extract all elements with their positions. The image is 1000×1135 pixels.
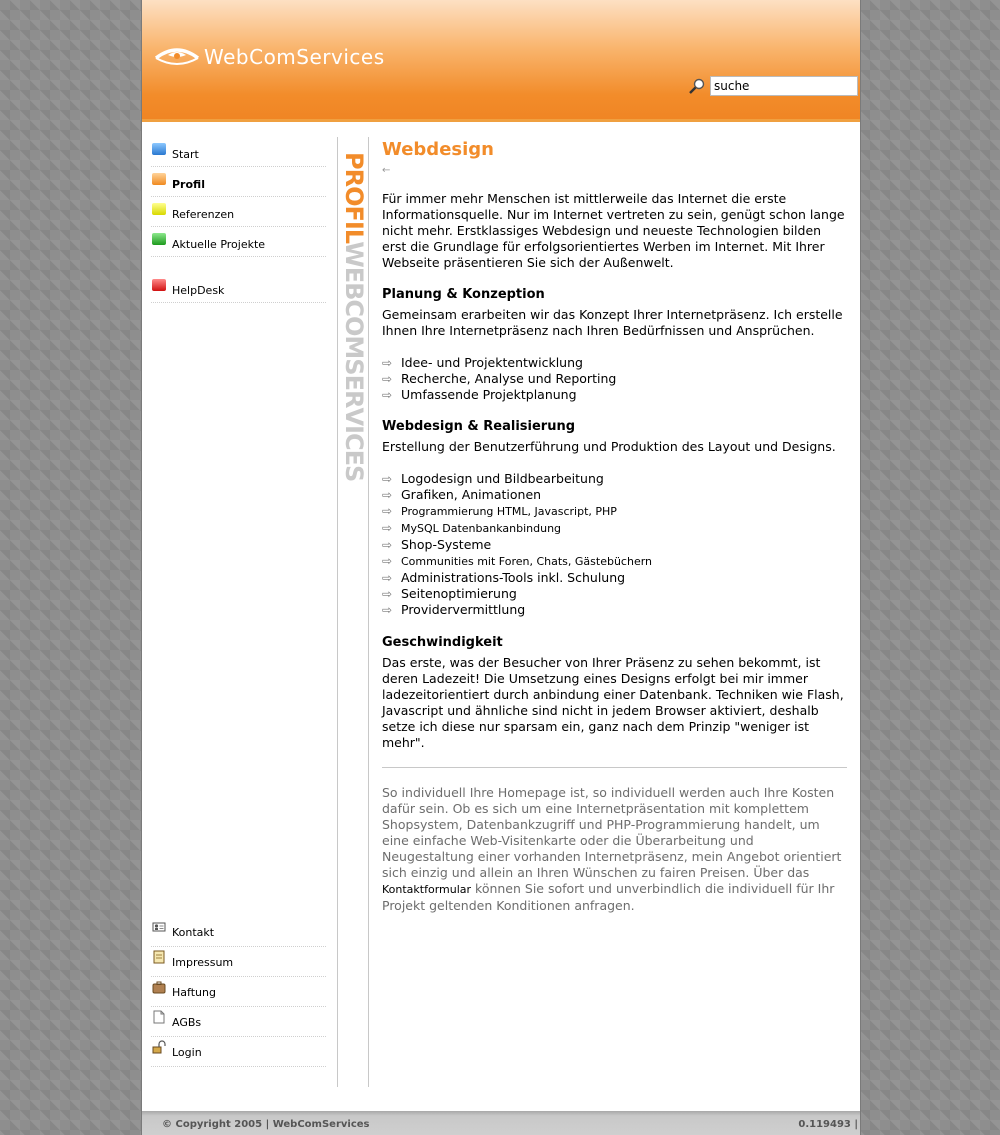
list-item-text: Idee- und Projektentwicklung (401, 355, 583, 370)
eye-logo-icon (154, 44, 200, 70)
magnifier-icon[interactable] (688, 77, 706, 95)
list-item-text: Communities mit Foren, Chats, Gästebüchern (401, 555, 653, 568)
sidebar-item-start[interactable] (151, 137, 326, 167)
arrow-right-icon: ⇨ (382, 571, 393, 585)
nav-item-label: Impressum (172, 956, 234, 969)
list-item-text: Programmierung HTML, Javascript, PHP (401, 505, 617, 518)
page-title: Webdesign (382, 139, 494, 160)
pricing-text-after: können Sie sofort und unverbindlich die individuell für Ihr Projekt geltenden Konditionen anfragen. (382, 881, 835, 913)
page-container (141, 0, 861, 1135)
sidebar-item-label: Profil (172, 178, 205, 191)
copyright-text: © Copyright 2005 | WebComServices (162, 1119, 370, 1130)
sidebar-item-helpdesk[interactable] (151, 273, 326, 303)
nav-item-impressum[interactable] (151, 947, 326, 977)
section-heading: Planung & Konzeption (382, 287, 545, 302)
section-text: Erstellung der Benutzerführung und Produktion des Layout und Designs. (382, 439, 836, 454)
list-item (382, 602, 847, 618)
list-item (382, 537, 847, 553)
list-item (382, 387, 847, 403)
sidebar-item-referenzen[interactable] (151, 197, 326, 227)
arrow-right-icon: ⇨ (382, 538, 393, 552)
contact-icon (152, 920, 166, 934)
lock-icon (152, 1040, 166, 1054)
sidebar-item-label: HelpDesk (172, 284, 225, 297)
header (142, 0, 860, 122)
nav-item-login[interactable] (151, 1037, 326, 1067)
section-heading: Webdesign & Realisierung (382, 419, 576, 434)
sidebar-item-profil[interactable] (151, 167, 326, 197)
document-icon (152, 1010, 166, 1024)
pricing-text-before: So individuell Ihre Homepage ist, so individuell werden auch Ihre Kosten dafür sein. Ob es sich um eine Internetpräsentation mit komplettem Shopsystem, Datenbankzugriff und PHP-Programmierung handelt, um eine einfache Web-Visitenkarte oder die Überarbeitung und Neugestaltung einer vorhanden Internetpräsenz, mein Angebot orientiert sich einzig und allein an Ihren Wünschen zu fairen Preisen. Über das (382, 785, 842, 880)
nav-item-label: AGBs (172, 1016, 202, 1029)
nav-item-label: Kontakt (172, 926, 215, 939)
content-divider (382, 767, 847, 768)
section-text: Gemeinsam erarbeiten wir das Konzept Ihrer Internetpräsenz. Ich erstelle Ihnen Ihre Internetpräsenz nach Ihren Bedürfnissen und Ansprüchen. (382, 307, 843, 338)
vertical-banner-text (340, 152, 368, 481)
list-item (382, 570, 847, 586)
briefcase-icon (152, 980, 166, 994)
sidebar-item-label: Aktuelle Projekte (172, 238, 266, 251)
list-item (382, 503, 847, 520)
list-item-text: Logodesign und Bildbearbeitung (401, 471, 604, 486)
divider-line (368, 137, 369, 1087)
orange-bullet-icon (152, 173, 166, 185)
list-item (382, 487, 847, 503)
list-item-text: Grafiken, Animationen (401, 487, 542, 502)
list-item-text: Shop-Systeme (401, 537, 492, 552)
list-item-text: Providervermittlung (401, 602, 526, 617)
list-item-text: Recherche, Analyse und Reporting (401, 371, 617, 386)
logo-text: WebComServices (204, 45, 385, 69)
nav-item-label: Haftung (172, 986, 216, 999)
arrow-right-icon: ⇨ (382, 554, 393, 568)
intro-paragraph: Für immer mehr Menschen ist mittlerweile das Internet die erste Informationsquelle. Nur im Internet vertreten zu sein, genügt schon lange nicht mehr. Erstklassiges Webdesign und neueste Technologien bilden erst die Grundlage für erfolgsorientiertes Werben im Internet. Mit Ihrer Webseite präsentieren Sie sich der Außenwelt. (382, 191, 845, 270)
footer (142, 1111, 860, 1135)
list-item (382, 520, 847, 537)
banner-section-name: PROFIL (340, 152, 368, 242)
section-heading: Geschwindigkeit (382, 635, 503, 650)
arrow-right-icon: ⇨ (382, 504, 393, 518)
feature-list (382, 355, 847, 403)
yellow-bullet-icon (152, 203, 166, 215)
banner-brand-name: WEBCOMSERVICES (340, 241, 368, 482)
feature-list (382, 471, 847, 618)
arrow-right-icon: ⇨ (382, 521, 393, 535)
notepad-icon (152, 950, 166, 964)
list-item (382, 371, 847, 387)
arrow-right-icon: ⇨ (382, 372, 393, 386)
search-input[interactable] (710, 76, 858, 96)
arrow-right-icon: ⇨ (382, 472, 393, 486)
list-item-text: Umfassende Projektplanung (401, 387, 577, 402)
nav-item-kontakt[interactable] (151, 917, 326, 947)
arrow-right-icon: ⇨ (382, 356, 393, 370)
arrow-right-icon: ⇨ (382, 388, 393, 402)
arrow-right-icon: ⇨ (382, 587, 393, 601)
contact-form-link[interactable]: Kontaktformular (382, 883, 472, 896)
vertical-banner (338, 152, 368, 582)
logo[interactable] (154, 44, 385, 70)
blue-bullet-icon (152, 143, 166, 155)
list-item-text: Administrations-Tools inkl. Schulung (401, 570, 626, 585)
list-item (382, 586, 847, 602)
main-content (382, 137, 847, 914)
sidebar-item-aktuelle-projekte[interactable] (151, 227, 326, 257)
version-text: 0.119493 | (798, 1119, 858, 1130)
list-item-text: MySQL Datenbankanbindung (401, 522, 562, 535)
list-item-text: Seitenoptimierung (401, 586, 517, 601)
footer-nav (151, 917, 326, 1067)
green-bullet-icon (152, 233, 166, 245)
nav-item-haftung[interactable] (151, 977, 326, 1007)
search-box (688, 76, 858, 96)
list-item (382, 553, 847, 570)
list-item (382, 355, 847, 371)
nav-spacer (151, 257, 326, 273)
arrow-right-icon: ⇨ (382, 603, 393, 617)
sidebar-item-label: Start (172, 148, 199, 161)
sidebar-item-label: Referenzen (172, 208, 235, 221)
red-bullet-icon (152, 279, 166, 291)
section-text: Das erste, was der Besucher von Ihrer Präsenz zu sehen bekommt, ist deren Ladezeit! Die Umsetzung eines Designs erfolgt bei mir immer ladezeitorientiert durch anbindung einer Datenbank. Techniken wie Flash, Javascript und ähnliche sind nicht in jedem Browser aktiviert, deshalb setze ich diese nur sparsam ein, ganz nach dem Prinzip "weniger ist mehr". (382, 655, 844, 750)
nav-item-label: Login (172, 1046, 202, 1059)
nav-item-agbs[interactable] (151, 1007, 326, 1037)
list-item (382, 471, 847, 487)
back-arrow-icon[interactable]: ← (382, 165, 391, 176)
arrow-right-icon: ⇨ (382, 488, 393, 502)
pricing-paragraph (382, 785, 847, 914)
